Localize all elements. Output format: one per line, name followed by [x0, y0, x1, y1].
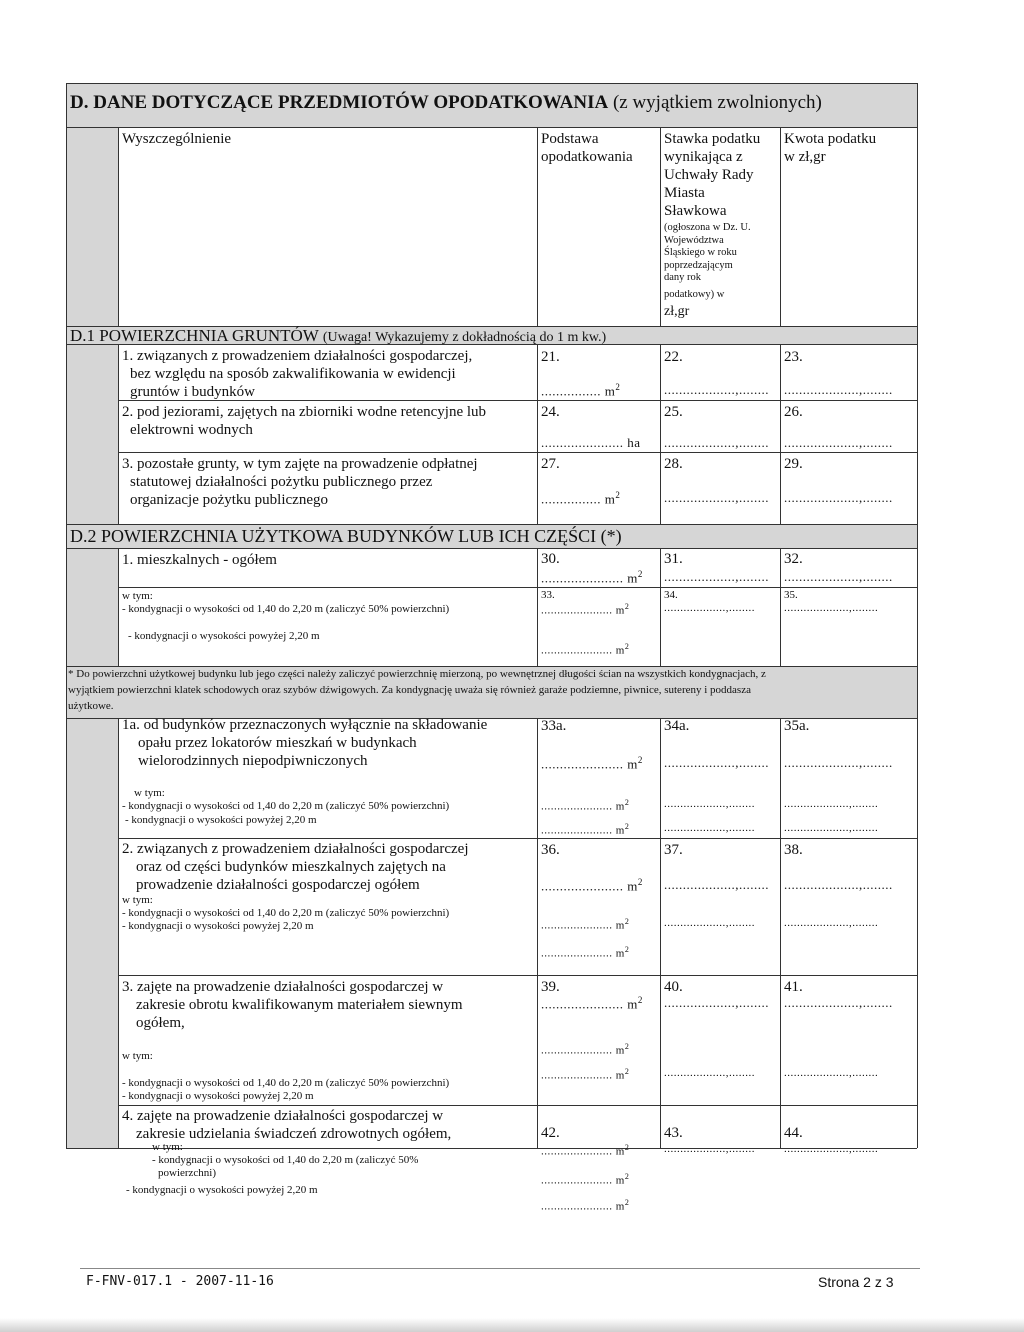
d2-row1-rate-field[interactable]: ...................,........: [664, 569, 769, 584]
d2-row4-rate-field[interactable]: ...................,........: [664, 1143, 755, 1155]
d2-row4-sub1-cont: powierzchni): [158, 1167, 217, 1179]
d1-row1-line: bez względu na sposób zakwalifikowania w ewidencji: [130, 366, 456, 382]
d2-row2-base-dots: ...................... m: [541, 878, 638, 894]
d2-row1a-sub1: - kondygnacji o wysokości od 1,40 do 2,20 m (zaliczyć 50% powierzchni): [122, 800, 450, 812]
d2-row1a-sub2-amount-field[interactable]: ....................,........: [784, 822, 879, 834]
rule: [118, 1105, 917, 1106]
d2-row3-line: zakresie obrotu kwalifikowanym materiałem siewnym: [136, 997, 463, 1013]
rule: [66, 548, 917, 549]
rule: [118, 548, 119, 666]
field-number-40: 40.: [664, 979, 683, 995]
header-col-tax-base: [541, 130, 633, 166]
d2-row3-wtym: w tym:: [122, 1050, 153, 1062]
d2-row1a-line: opału przez lokatorów mieszkań w budynkach: [138, 735, 417, 751]
d2-row1a-base-field[interactable]: ...................... $m^2$: [541, 755, 643, 772]
field-number-35: 35.: [784, 589, 798, 601]
d2-row2-line: prowadzenie działalności gospodarczej ogółem: [136, 877, 420, 893]
d2-row1a-base-dots: ...................... m: [541, 756, 638, 772]
rule: [118, 344, 119, 524]
d1-row2-amount-field[interactable]: ....................,........: [784, 435, 893, 450]
field-number-34: 34.: [664, 589, 678, 601]
d2-row3-wtym-dots: ...................... m: [541, 1044, 625, 1057]
field-number-28: 28.: [664, 456, 683, 472]
d2-row2-sub2-dots: ...................... m: [541, 947, 625, 960]
d2-row3-line: ogółem,: [136, 1015, 185, 1031]
rule: [118, 452, 917, 453]
d2-row2-wtym: w tym:: [122, 894, 153, 906]
d2-title: D.2 POWIERZCHNIA UŻYTKOWA BUDYNKÓW LUB ICH CZĘŚCI (*): [70, 526, 622, 546]
field-number-27: 27.: [541, 456, 560, 472]
d2-row2-sub1-dots: ...................... m: [541, 919, 625, 932]
scan-edge-bottom: [0, 1318, 1024, 1332]
d2-row1a-sub2-dots: ...................... m: [541, 824, 625, 837]
header-col-tax-amount-line1: Kwota podatku: [784, 131, 877, 147]
field-number-33a: 33a.: [541, 718, 567, 734]
d1-row3-base-field[interactable]: ................ $m^2$: [541, 490, 621, 507]
d2-row1a-sub1-base-field[interactable]: ...................... $m^2$: [541, 798, 630, 813]
d2-row1a-sub2-base-field[interactable]: ...................... $m^2$: [541, 822, 630, 837]
d1-row1-line: gruntów i budynków: [130, 384, 255, 400]
rule: [537, 548, 538, 666]
d1-row1-base-dots: ................ m: [541, 383, 616, 399]
d2-row3-rate-field[interactable]: ...................,........: [664, 995, 769, 1010]
rule: [537, 344, 538, 524]
rule: [118, 127, 119, 326]
d2-row1-sub1-dots: ...................... m: [541, 604, 625, 617]
d2-row4-wtym: w tym:: [152, 1141, 183, 1153]
field-number-33: 33.: [541, 589, 555, 601]
d2-footnote-line: użytkowe.: [68, 700, 114, 712]
header-col-tax-rate-line: Uchwały Rady: [664, 167, 754, 183]
d2-row4-amount-field[interactable]: ....................,........: [784, 1143, 879, 1155]
rule: [780, 127, 781, 326]
d1-row3-line: statutowej działalności pożytku publicznego przez: [130, 474, 433, 490]
d1-row3-line: organizacje pożytku publicznego: [130, 492, 328, 508]
header-col-tax-base-line1: Podstawa: [541, 131, 599, 147]
field-number-32: 32.: [784, 551, 803, 567]
d2-row1a-amount-field[interactable]: ....................,........: [784, 755, 893, 770]
d2-row2-sub1-amount-field[interactable]: ....................,........: [784, 917, 879, 929]
rule: [66, 666, 917, 667]
header-col-tax-rate-note: dany rok: [664, 272, 702, 283]
field-number-34a: 34a.: [664, 718, 690, 734]
d2-row1-wtym: w tym:: [122, 590, 153, 602]
d2-row1-sub1-amount-field[interactable]: ....................,........: [784, 602, 879, 614]
rule: [780, 344, 781, 524]
field-number-43: 43.: [664, 1125, 683, 1141]
d1-row1-base-field[interactable]: ................ $m^2$: [541, 382, 621, 399]
d2-row1a-wtym: w tym:: [134, 787, 165, 799]
d2-row1a-rate-field[interactable]: ...................,........: [664, 755, 769, 770]
d1-row2-rate-field[interactable]: ...................,........: [664, 435, 769, 450]
d2-row2-label: [122, 840, 534, 894]
d1-row1-rate-field[interactable]: ...................,........: [664, 382, 769, 397]
field-number-44: 44.: [784, 1125, 803, 1141]
field-number-37: 37.: [664, 842, 683, 858]
field-number-25: 25.: [664, 404, 683, 420]
d2-row2-sub1-base-field[interactable]: ...................... $m^2$: [541, 917, 630, 932]
field-number-26: 26.: [784, 404, 803, 420]
d2-row1a-sub1-amount-field[interactable]: ....................,........: [784, 798, 879, 810]
header-col-tax-rate-note: poprzedzającym: [664, 259, 733, 271]
d2-row4-base-field[interactable]: ...................... $m^2$: [541, 1143, 630, 1158]
d1-title-row: [70, 326, 606, 346]
d2-row3-amount-field[interactable]: ....................,........: [784, 995, 893, 1010]
header-col-tax-amount-line2: w zł,gr: [784, 149, 826, 165]
section-d-title: D. DANE DOTYCZĄCE PRZEDMIOTÓW OPODATKOWANIA: [70, 92, 609, 113]
d2-row4-line: 4. zajęte na prowadzenie działalności gospodarczej w: [122, 1108, 444, 1124]
d2-row1-amount-field[interactable]: ....................,........: [784, 569, 893, 584]
d2-row1-sub2-base-field[interactable]: ...................... $m^2$: [541, 642, 630, 657]
d2-footnote-line: wyjątkiem powierzchni klatek schodowych oraz szybów dźwigowych. Za kondygnację uważa się również garaże podziemne, piwnice, sutereny i poddasza: [68, 684, 751, 696]
rule: [537, 718, 538, 1148]
d2-row1a-line: wielorodzinnych niepodpiwniczonych: [138, 753, 368, 769]
header-col-tax-rate-unit: zł,gr: [664, 304, 690, 319]
header-col-tax-base-line2: opodatkowania: [541, 149, 633, 165]
d2-row1-sub1-base-field[interactable]: ...................... $m^2$: [541, 602, 630, 617]
header-col-specification: Wyszczególnienie: [122, 131, 232, 147]
d1-row1-line: 1. związanych z prowadzeniem działalności gospodarczej,: [122, 348, 473, 364]
d2-row4-line: zakresie udzielania świadczeń zdrowotnych ogółem,: [136, 1126, 452, 1142]
d2-row3-sub1-dots: ...................... m: [541, 1069, 625, 1082]
d2-row3-label: [122, 978, 534, 1032]
d2-row2-sub2-base-field[interactable]: ...................... $m^2$: [541, 945, 630, 960]
field-number-21: 21.: [541, 349, 560, 365]
d2-row1-sub2-dots: ...................... m: [541, 644, 625, 657]
field-number-35a: 35a.: [784, 718, 810, 734]
d2-row3-sub1: - kondygnacji o wysokości od 1,40 do 2,20 m (zaliczyć 50% powierzchni): [122, 1077, 450, 1089]
d2-row3-base-field[interactable]: ...................... $m^2$: [541, 995, 643, 1012]
rule: [66, 83, 67, 1148]
field-number-31: 31.: [664, 551, 683, 567]
d2-row2-sub2: - kondygnacji o wysokości powyżej 2,20 m: [122, 920, 314, 932]
rule: [780, 718, 781, 1148]
rule: [660, 718, 661, 1148]
field-number-41: 41.: [784, 979, 803, 995]
rule: [917, 83, 918, 1148]
footer-doc-id: F-FNV-017.1 - 2007-11-16: [86, 1274, 274, 1289]
header-col-tax-rate-line: wynikająca z: [664, 149, 743, 165]
d2-row2-base-field[interactable]: ...................... $m^2$: [541, 877, 643, 894]
field-number-24: 24.: [541, 404, 560, 420]
d2-row1a-sub1-rate-field[interactable]: ...................,........: [664, 798, 755, 810]
d2-row2-line: oraz od części budynków mieszkalnych zajętych na: [136, 859, 446, 875]
header-col-tax-rate-note: podatkowy) w: [664, 288, 725, 300]
d1-row1-amount-field[interactable]: ....................,........: [784, 382, 893, 397]
header-col-tax-rate-note: (ogłoszona w Dz. U.: [664, 222, 751, 233]
left-margin-shade-lower: [66, 718, 118, 1148]
footer-page-number: Strona 2 z 3: [818, 1274, 894, 1290]
d2-row1a-sub2: - kondygnacji o wysokości powyżej 2,20 m: [125, 814, 317, 826]
d2-row3-base-dots: ...................... m: [541, 996, 638, 1012]
d2-row4-sub2-dots: ...................... m: [541, 1200, 625, 1213]
d2-row1a-sub2-rate-field[interactable]: ...................,........: [664, 822, 755, 834]
rule: [660, 127, 661, 326]
d2-row4-sub2: - kondygnacji o wysokości powyżej 2,20 m: [126, 1184, 318, 1196]
section-d-subtitle: (z wyjątkiem zwolnionych): [612, 92, 822, 113]
d2-row2-sub1-rate-field[interactable]: ...................,........: [664, 917, 755, 929]
rule: [537, 127, 538, 326]
rule: [118, 718, 119, 1148]
rule: [66, 83, 917, 84]
field-number-30: 30.: [541, 551, 560, 567]
field-number-42: 42.: [541, 1125, 560, 1141]
d2-row3-sub1-amount-field[interactable]: ....................,........: [784, 1067, 879, 1079]
d1-row3-base-dots: ................ m: [541, 491, 616, 507]
d2-row3-sub2: - kondygnacji o wysokości powyżej 2,20 m: [122, 1090, 314, 1102]
d2-row3-line: 3. zajęte na prowadzenie działalności gospodarczej w: [122, 979, 444, 995]
header-col-tax-rate-line: Stawka podatku: [664, 131, 761, 147]
header-col-tax-amount: [784, 130, 876, 166]
d2-row4-label: [122, 1107, 534, 1143]
header-col-tax-rate-note: Województwa: [664, 234, 724, 246]
d1-title: D.1 POWIERZCHNIA GRUNTÓW: [70, 326, 319, 345]
d2-row1-sub1-rate-field[interactable]: ...................,........: [664, 602, 755, 614]
field-number-39: 39.: [541, 979, 560, 995]
d1-row3-amount-field[interactable]: ....................,........: [784, 490, 893, 505]
field-number-36: 36.: [541, 842, 560, 858]
d2-row4-base-dots: ...................... m: [541, 1145, 625, 1158]
d2-row4-sub1-dots: ...................... m: [541, 1174, 625, 1187]
rule: [66, 524, 917, 525]
footer-rule: [80, 1268, 920, 1269]
left-margin-shade: [66, 127, 118, 719]
header-col-tax-rate-line: Miasta: [664, 185, 705, 201]
d1-row2-base-field[interactable]: ...................... ha: [541, 435, 641, 450]
d2-row2-rate-field[interactable]: ...................,........: [664, 877, 769, 892]
d1-row3-line: 3. pozostałe grunty, w tym zajęte na prowadzenie odpłatnej: [122, 456, 478, 472]
d2-row1a-label: [122, 716, 534, 770]
d2-row2-sub1: - kondygnacji o wysokości od 1,40 do 2,20 m (zaliczyć 50% powierzchni): [122, 907, 450, 919]
d2-row2-amount-field[interactable]: ....................,........: [784, 877, 893, 892]
d2-row1-sub1: - kondygnacji o wysokości od 1,40 do 2,20 m (zaliczyć 50% powierzchni): [122, 603, 450, 615]
d1-row1-label: [122, 347, 534, 401]
d2-row3-wtym-base-field[interactable]: ...................... $m^2$: [541, 1042, 630, 1057]
rule: [780, 548, 781, 666]
d2-row3-sub1-rate-field[interactable]: ...................,........: [664, 1067, 755, 1079]
d1-row2-label: [122, 403, 534, 439]
rule: [118, 975, 917, 976]
rule: [118, 838, 917, 839]
d2-row4-sub1-base-field[interactable]: ...................... $m^2$: [541, 1172, 630, 1187]
field-number-23: 23.: [784, 349, 803, 365]
d2-row1-base-dots: ...................... m: [541, 570, 638, 586]
d2-row1-label: 1. mieszkalnych - ogółem: [122, 552, 277, 568]
d2-row1-sub2: - kondygnacji o wysokości powyżej 2,20 m: [128, 630, 320, 642]
d1-note: (Uwaga! Wykazujemy z dokładnością do 1 m kw.): [322, 330, 607, 345]
d1-row3-rate-field[interactable]: ...................,........: [664, 490, 769, 505]
section-d-title-row: [70, 92, 822, 114]
field-number-29: 29.: [784, 456, 803, 472]
d1-row3-label: [122, 455, 534, 509]
field-number-38: 38.: [784, 842, 803, 858]
rule: [118, 587, 917, 588]
d2-row1a-line: 1a. od budynków przeznaczonych wyłącznie na składowanie: [122, 717, 488, 733]
d2-row4-sub2-base-field[interactable]: ...................... $m^2$: [541, 1198, 630, 1213]
header-col-tax-rate-line: Sławkowa: [664, 203, 727, 219]
rule: [660, 344, 661, 524]
d2-row2-line: 2. związanych z prowadzeniem działalności gospodarczej: [122, 841, 469, 857]
d2-row1a-sub1-dots: ...................... m: [541, 800, 625, 813]
header-col-tax-rate: [664, 130, 778, 320]
rule: [660, 548, 661, 666]
d2-row3-sub1-base-field[interactable]: ...................... $m^2$: [541, 1067, 630, 1082]
rule: [66, 127, 917, 128]
d2-row1-base-field[interactable]: ...................... $m^2$: [541, 569, 643, 586]
d2-footnote-line: * Do powierzchni użytkowej budynku lub jego części należy zaliczyć powierzchnię mierzoną, po wewnętrznej długości ścian na wszystkich kondygnacjach, z: [68, 668, 766, 680]
d2-row4-sub1: - kondygnacji o wysokości od 1,40 do 2,20 m (zaliczyć 50%: [152, 1154, 419, 1166]
field-number-22: 22.: [664, 349, 683, 365]
d1-row2-line: elektrowni wodnych: [130, 422, 253, 438]
d1-row2-line: 2. pod jeziorami, zajętych na zbiorniki wodne retencyjne lub: [122, 404, 487, 420]
d2-footnote: [68, 668, 914, 713]
header-col-tax-rate-note: Śląskiego w roku: [664, 247, 737, 258]
